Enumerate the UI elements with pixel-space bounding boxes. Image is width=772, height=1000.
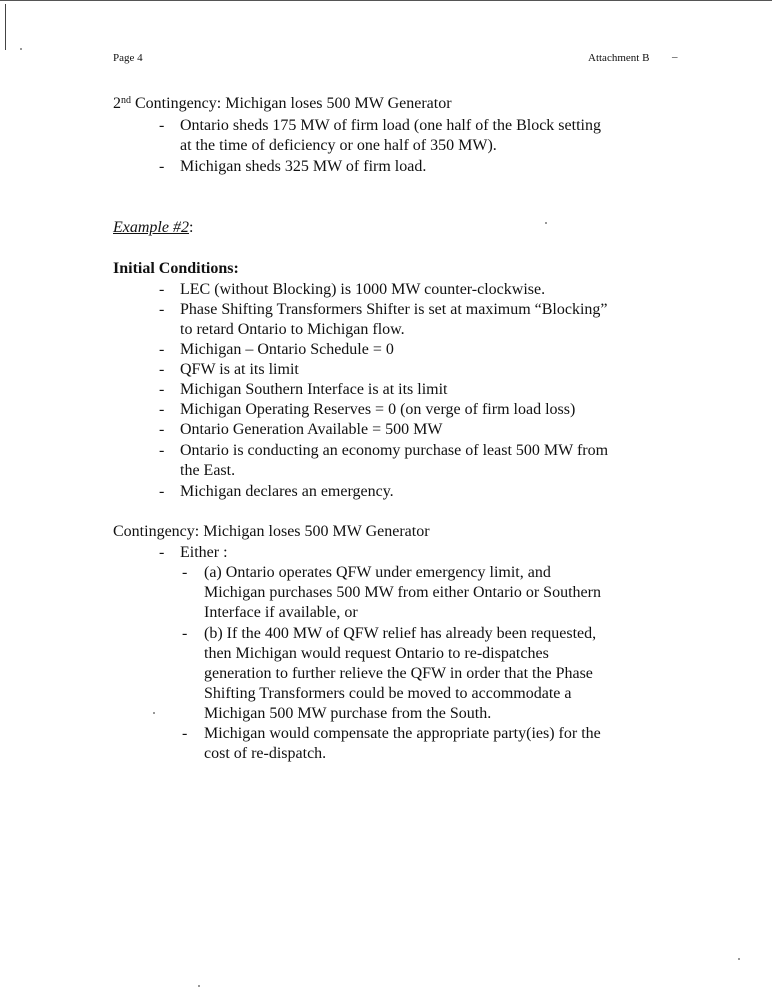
bullet-dash: - — [159, 421, 165, 438]
condition-item-cont: to retard Ontario to Michigan flow. — [180, 321, 405, 338]
condition-item: Ontario Generation Available = 500 MW — [180, 421, 443, 438]
scan-speck — [738, 958, 740, 960]
scan-speck — [153, 712, 155, 714]
bullet-dash: - — [182, 625, 188, 642]
condition-item: Michigan – Ontario Schedule = 0 — [180, 341, 394, 358]
bullet-dash: - — [159, 544, 165, 561]
bullet-dash: - — [159, 301, 165, 318]
bullet-dash: - — [159, 361, 165, 378]
bullet-dash: - — [159, 158, 165, 175]
option-b-line: generation to further relieve the QFW in order that the Phase — [204, 665, 593, 682]
option-a-line: Michigan purchases 500 MW from either Ontario or Southern — [204, 584, 601, 601]
option-a-line: (a) Ontario operates QFW under emergency limit, and — [204, 564, 551, 581]
contingency-2-title — [113, 94, 452, 114]
condition-item-cont: the East. — [180, 462, 236, 479]
contingency-title: Contingency: Michigan loses 500 MW Generator — [113, 523, 430, 540]
example-heading — [113, 218, 193, 238]
bullet-dash: - — [159, 442, 165, 459]
option-b-line: then Michigan would request Ontario to re-dispatches — [204, 645, 549, 662]
condition-item: Michigan declares an emergency. — [180, 483, 394, 500]
condition-item: Ontario is conducting an economy purchase of least 500 MW from — [180, 442, 609, 459]
bullet-dash: - — [159, 117, 165, 134]
option-b-line: Shifting Transformers could be moved to accommodate a — [204, 685, 572, 702]
option-b-line: Michigan 500 MW purchase from the South. — [204, 705, 492, 722]
bullet-dash: - — [159, 401, 165, 418]
contingency-2-ordinal-sup: nd — [121, 95, 131, 106]
bullet-dash: - — [182, 725, 188, 742]
contingency-2-item: Michigan sheds 325 MW of firm load. — [180, 158, 427, 175]
compensation-line: Michigan would compensate the appropriate party(ies) for the — [204, 725, 601, 742]
compensation-line: cost of re-dispatch. — [204, 745, 327, 762]
contingency-2-item: Ontario sheds 175 MW of firm load (one half of the Block setting — [180, 117, 601, 134]
condition-item: Michigan Operating Reserves = 0 (on verge of firm load loss) — [180, 401, 576, 418]
bullet-dash: - — [159, 281, 165, 298]
contingency-2-item-cont: at the time of deficiency or one half of 350 MW). — [180, 137, 497, 154]
scan-speck — [545, 222, 547, 224]
bullet-dash: - — [182, 564, 188, 581]
contingency-2-ordinal: 2 — [113, 95, 121, 112]
corner-mark: – — [672, 51, 678, 63]
option-b-line: (b) If the 400 MW of QFW relief has already been requested, — [204, 625, 597, 642]
scan-speck — [198, 985, 200, 987]
condition-item: Phase Shifting Transformers Shifter is set at maximum “Blocking” — [180, 301, 608, 318]
bullet-dash: - — [159, 341, 165, 358]
initial-conditions-heading: Initial Conditions: — [113, 260, 239, 277]
scan-left-mark — [5, 4, 6, 50]
attachment-label: Attachment B — [588, 52, 650, 64]
page-number: Page 4 — [113, 52, 143, 64]
bullet-dash: - — [159, 381, 165, 398]
contingency-either: Either : — [180, 544, 228, 561]
condition-item: LEC (without Blocking) is 1000 MW counter-clockwise. — [180, 281, 546, 298]
bullet-dash: - — [159, 483, 165, 500]
condition-item: QFW is at its limit — [180, 361, 299, 378]
scan-speck — [20, 48, 22, 50]
example-colon: : — [188, 219, 194, 236]
condition-item: Michigan Southern Interface is at its limit — [180, 381, 448, 398]
scan-top-border — [0, 0, 772, 1]
contingency-2-title-text: Contingency: Michigan loses 500 MW Generator — [131, 95, 452, 112]
option-a-line: Interface if available, or — [204, 604, 358, 621]
example-title: Example #2 — [113, 219, 189, 236]
